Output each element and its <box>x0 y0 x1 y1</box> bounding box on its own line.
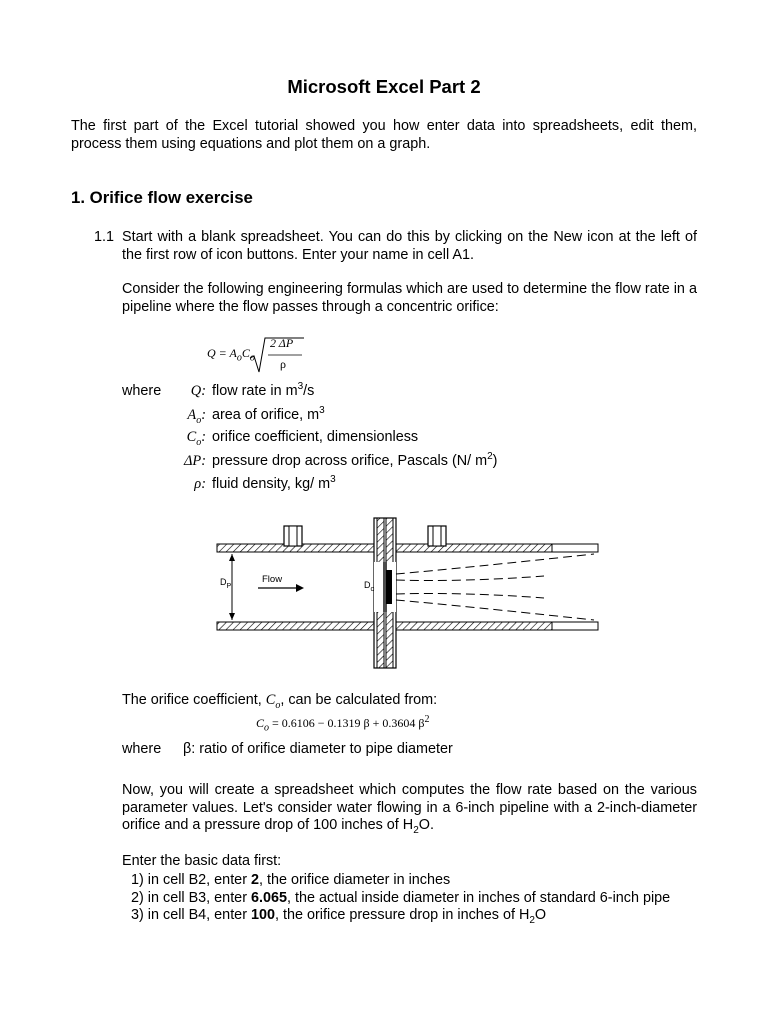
flow-equation: $Q = A_oC_o$ <box>207 346 255 364</box>
definition-text: orifice coefficient, dimensionless <box>212 429 419 445</box>
intro-paragraph: The first part of the Excel tutorial showed you how enter data into spreadsheets, edit them, process them using equations and plot them on a graph. <box>71 118 697 152</box>
definition-text: area of orifice, $m^3$ <box>212 405 325 423</box>
definition-text: pressure drop across orifice, Pascals (N/ $m^2$) <box>212 451 498 469</box>
where-label: where <box>122 383 162 399</box>
definition-symbol: Q: <box>190 383 206 399</box>
definition-text: flow rate in $m^3/s$ <box>212 381 315 399</box>
dp-label: $D_P$ <box>220 577 232 590</box>
orifice-diagram <box>214 514 599 672</box>
step-text: Start with a blank spreadsheet. You can do this by clicking on the New icon at the left of the first row of icon buttons. Enter your name in cell A1. <box>122 229 697 263</box>
definition-symbol: ρ: <box>194 476 206 492</box>
step-number: 1.1 <box>94 229 115 245</box>
enter-data-label: Enter the basic data first: <box>122 853 282 869</box>
definition-symbol: $C_o$: <box>186 429 206 448</box>
data-step: 1) in cell B2, enter 2, the orifice diameter in inches <box>131 872 451 888</box>
data-step: 3) in cell B4, enter 100, the orifice pressure drop in inches of $H_2O$ <box>131 907 547 926</box>
definition-symbol: $A_o$: <box>187 407 206 426</box>
data-steps-list <box>131 872 697 925</box>
now-paragraph: Now, you will create a spreadsheet which computes the flow rate based on the various parameter values. Let's consider water flowing in a 6-inch pipeline with a 2-inch-diameter orifice and a pressure drop of 100 inches of $H_2O$. <box>122 782 697 836</box>
consider-paragraph: Consider the following engineering formulas which are used to determine the flow rate in a pipeline where the flow passes through a concentric orifice: <box>122 281 697 315</box>
definition-text: fluid density, kg/ $m^3$ <box>212 474 336 492</box>
do-label: $D_o$ <box>364 580 375 593</box>
definition-symbol: ΔP: <box>183 453 206 469</box>
data-step: 2) in cell B3, enter 6.065, the actual inside diameter in inches of standard 6-inch pipe <box>131 889 671 906</box>
section-heading: 1. Orifice flow exercise <box>71 188 253 207</box>
page-title: Microsoft Excel Part 2 <box>287 76 481 97</box>
where2-label: where <box>122 741 162 757</box>
equation-numerator: 2 ΔP <box>270 336 294 350</box>
coefficient-sentence: The orifice coefficient, $C_o$, can be calculated from: <box>122 692 438 711</box>
flow-label: Flow <box>262 574 283 585</box>
beta-definition: β: ratio of orifice diameter to pipe diameter <box>183 741 453 757</box>
equation-denominator: ρ <box>280 357 286 371</box>
coefficient-equation: $C_o = 0.6106 - 0.1319$ β + 0.3604 $\beta^2$ <box>256 714 430 734</box>
